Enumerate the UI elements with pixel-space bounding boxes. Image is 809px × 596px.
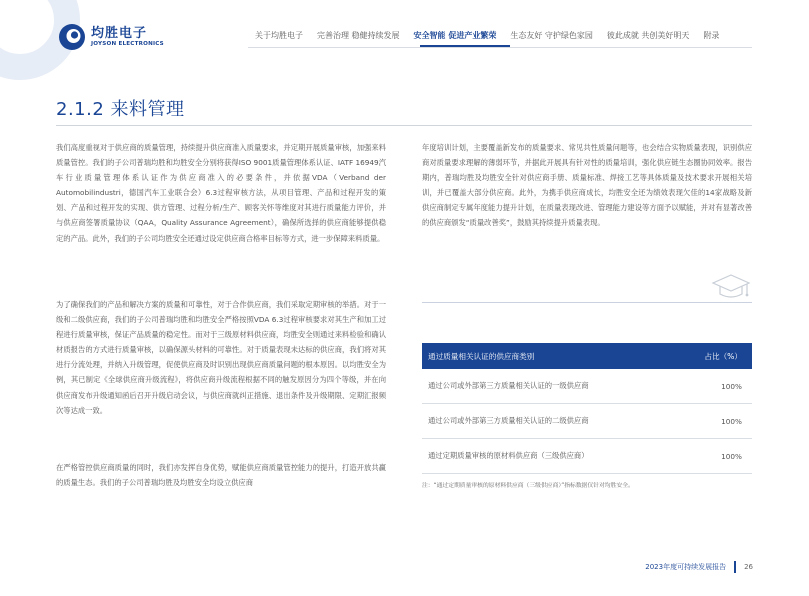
title-divider — [56, 125, 752, 126]
nav-item-governance[interactable]: 完善治理 稳健持续发展 — [317, 31, 400, 40]
footer-divider — [734, 561, 736, 573]
table-top-divider — [422, 302, 752, 303]
brand-name-en: JOYSON ELECTRONICS — [91, 40, 164, 47]
nav-item-about[interactable]: 关于均胜电子 — [255, 31, 303, 40]
brand-logo[interactable] — [58, 23, 164, 51]
nav-item-environment[interactable]: 生态友好 守护绿色家园 — [510, 31, 593, 40]
table-row — [422, 369, 752, 404]
supplier-certification-table — [422, 343, 752, 489]
nav-active-indicator — [420, 45, 510, 47]
page-footer — [645, 561, 753, 573]
row-ratio: 100% — [721, 416, 742, 426]
paragraph-supplier-admission: 我们高度重视对于供应商的质量管理，持续提升供应商准入质量要求，并定期开展质量审核，加强来料质量管控。我们的子公司普瑞均胜和均胜安全分别将获得ISO 9001质量管理体系认证、IATF 16949汽车行业质量管理体系认证作为供应商准入的必要条件，并依据VDA（Verband der Automobilindustri，德国汽车工业联合会）6.3过程审核方法，从项目管理、产品和过程开发的策划、产品和过程开发的实现、供方管理、过程分析/生产、顾客关怀等维度对其进行质量能力评价，并与供应商签署质量协议（QAA，Quality Assurance Agreement），确保所选择的供应商能够提供稳定的产品。此外，我们的子公司均胜安全还通过设定供应商合格率目标等方式，进一步保障来料质量。 — [56, 143, 386, 243]
header-category: 通过质量相关认证的供应商类别 — [428, 351, 535, 361]
table-row — [422, 404, 752, 439]
row-ratio: 100% — [721, 381, 742, 391]
row-ratio: 100% — [721, 451, 742, 461]
row-category: 通过公司或外部第三方质量相关认证的二级供应商 — [428, 416, 589, 425]
nav-divider — [248, 47, 752, 48]
table-header — [422, 343, 752, 369]
nav-item-safety[interactable]: 安全智能 促进产业繁荣 — [413, 31, 497, 40]
graduation-cap-icon — [710, 272, 752, 302]
nav-item-community[interactable]: 彼此成就 共创美好明天 — [606, 31, 690, 40]
table-row — [422, 439, 752, 474]
joyson-logo-icon — [58, 23, 86, 51]
paragraph-supplier-empowerment: 在严格管控供应商质量的同时，我们亦发挥自身优势，赋能供应商质量管控能力的提升，打造开放共赢的质量生态。我们的子公司普瑞均胜及均胜安全均设立供应商 — [56, 463, 386, 488]
report-title: 2023年度可持续发展报告 — [645, 563, 727, 571]
page-number: 26 — [744, 563, 753, 571]
paragraph-supplier-training: 年度培训计划，主要覆盖新发布的质量要求、常见共性质量问题等，也会结合实物质量表现，识别供应商对质量要求理解的薄弱环节，并据此开展具有针对性的质量培训，强化供应链生态圈协同效率。报告期内，普瑞均胜及均胜安全针对供应商手册、质量标准、焊接工艺等具体质量及技术要求开展相关培训，并已覆盖大部分供应商。此外，为携手供应商成长，均胜安全还为绩效表现欠佳的14家战略及新供应商制定专属年度能力提升计划，在质量表现改进、管理能力建设等方面予以赋能，并对有显著改善的供应商颁发“质量改善奖”，鼓励其持续提升质量表现。 — [422, 143, 752, 228]
row-category: 通过定期质量审核的原材料供应商（三级供应商） — [428, 451, 589, 460]
row-category: 通过公司或外部第三方质量相关认证的一级供应商 — [428, 381, 589, 390]
nav-item-appendix[interactable]: 附录 — [703, 31, 720, 40]
section-title: 2.1.2 来料管理 — [56, 99, 185, 120]
brand-name-cn: 均胜电子 — [91, 25, 148, 41]
paragraph-supplier-audit: 为了确保我们的产品和解决方案的质量和可靠性，对于合作供应商，我们采取定期审核的举措。对于一级和二级供应商，我们的子公司普瑞均胜和均胜安全严格按照VDA 6.3过程审核要求对其生产和加工过程进行质量审核，保证产品质量的稳定性。而对于三级原材料供应商，均胜安全则通过来料检验和确认材质报告的方式进行质量审核，以确保源头材料的可靠性。对于质量表现未达标的供应商，我们将对其进行分流处理，并纳入升级管理，促使供应商及时识别出现供应商质量问题的根本原因。以均胜安全为例，其已制定《全球供应商升级流程》，将供应商升级流程根据不同的触发原因分为四个等级，并在向供应商发布升级通知函后召开升级启动会议，与供应商就纠正措施、退出条件及升级期限、定期汇报频次等达成一致。 — [56, 300, 386, 415]
header-ratio: 占比（%） — [704, 351, 742, 361]
top-navigation — [248, 29, 726, 43]
table-note: 注：“通过定期质量审核的原材料供应商（三级供应商）”指标数据仅针对均胜安全。 — [422, 483, 634, 489]
